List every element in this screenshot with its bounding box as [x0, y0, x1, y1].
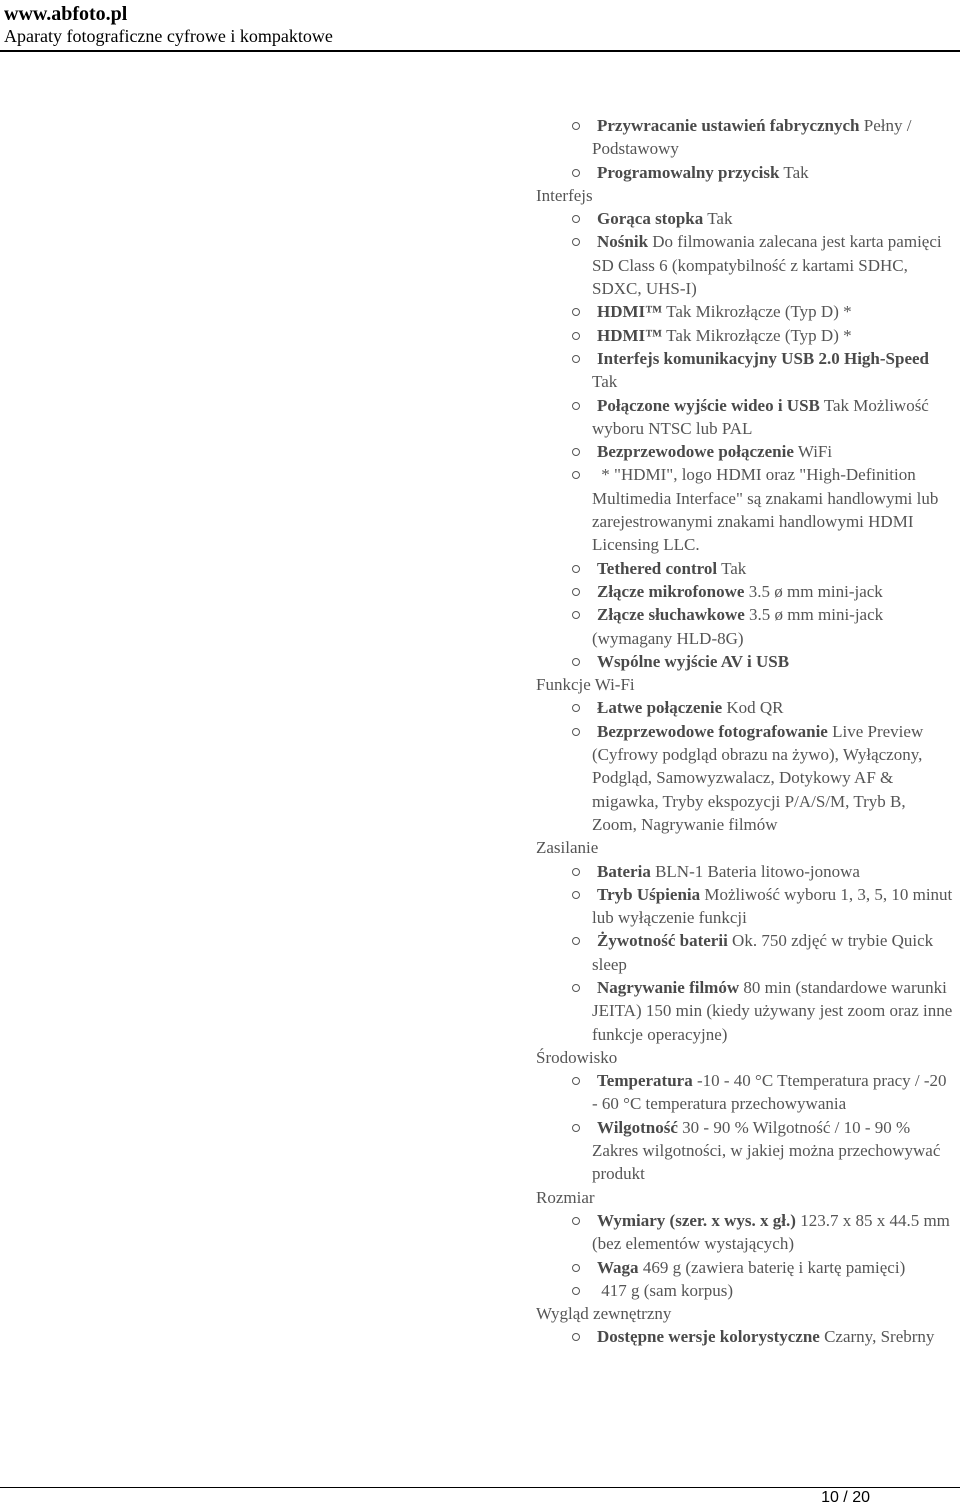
spec-item-text — [592, 580, 954, 603]
spec-label: Złącze słuchawkowe — [597, 605, 745, 625]
spec-value: -10 - 40 °C Ttemperatura pracy / -20 - 60 °C temperatura przechowywania — [592, 1071, 951, 1114]
spec-value: Czarny, Srebrny — [824, 1327, 935, 1347]
section-heading: Wygląd zewnętrzny — [536, 1304, 672, 1324]
spec-value: Tak — [721, 558, 747, 578]
spec-label: Dostępne wersje kolorystyczne — [597, 1327, 820, 1347]
spec-label: Temperatura — [597, 1071, 693, 1091]
spec-item — [592, 347, 958, 394]
section-heading: Funkcje Wi-Fi — [536, 675, 635, 695]
site-name: www.abfoto.pl — [4, 3, 128, 25]
spec-label: Programowalny przycisk — [597, 162, 780, 182]
spec-label: Bezprzewodowe fotografowanie — [597, 721, 828, 741]
spec-label: Tryb Uśpienia — [597, 884, 701, 904]
spec-item-text — [592, 300, 954, 323]
spec-value: Możliwość wyboru 1, 3, 5, 10 minut lub wyłączenie funkcji — [592, 884, 957, 928]
spec-item — [592, 557, 958, 580]
spec-list-top — [536, 114, 958, 184]
spec-item — [592, 1209, 958, 1256]
spec-item — [592, 463, 958, 556]
spec-item-text — [592, 230, 954, 300]
spec-value: Live Preview (Cyfrowy podgląd obrazu na żywo), Wyłączony, Podgląd, Samowyzwalacz, Dotykowy AF & migawka, Tryby ekspozycji P/A/S/M, Tryb B, Zoom, Nagrywanie filmów — [592, 721, 928, 834]
spec-value: 3.5 ø mm mini-jack (wymagany HLD-8G) — [592, 605, 888, 648]
spec-item-text — [592, 1116, 954, 1186]
spec-label: HDMI™ — [597, 325, 663, 345]
spec-list — [536, 207, 958, 673]
spec-list — [536, 860, 958, 1046]
spec-item-text — [592, 1279, 954, 1302]
spec-value: Tak — [592, 372, 618, 392]
spec-item-text — [592, 650, 954, 673]
spec-item — [592, 720, 958, 836]
spec-label: Żywotność baterii — [597, 931, 728, 951]
spec-item-text — [592, 1325, 954, 1348]
section-heading: Interfejs — [536, 185, 593, 205]
spec-item-text — [592, 720, 954, 836]
spec-label: Połączone wyjście wideo i USB — [597, 395, 820, 415]
section-heading: Rozmiar — [536, 1187, 595, 1207]
spec-value: Do filmowania zalecana jest karta pamięci SD Class 6 (kompatybilność z kartami SDHC, SDXC, UHS-I) — [592, 232, 946, 299]
spec-content — [536, 114, 958, 1349]
spec-item-text — [592, 1209, 954, 1256]
spec-label: Bateria — [597, 861, 651, 881]
spec-item-text — [592, 883, 957, 930]
spec-item-text — [592, 696, 954, 719]
spec-item — [592, 300, 958, 323]
spec-item-text — [592, 976, 957, 1046]
spec-item-text — [592, 603, 954, 650]
spec-label: Łatwe połączenie — [597, 698, 723, 718]
spec-item — [592, 1116, 958, 1186]
spec-item — [592, 976, 958, 1046]
page-number: 10 / 20 — [821, 1489, 870, 1506]
spec-item-text — [592, 114, 954, 161]
spec-item — [592, 1279, 958, 1302]
spec-label: Wymiary (szer. x wys. x gł.) — [597, 1210, 796, 1230]
spec-value: Ok. 750 zdjęć w trybie Quick sleep — [592, 931, 938, 974]
spec-label: Gorąca stopka — [597, 209, 704, 229]
spec-item-text — [592, 1069, 954, 1116]
spec-item — [592, 394, 958, 441]
spec-list — [536, 1325, 958, 1348]
spec-item — [592, 883, 958, 930]
spec-value: Tak — [783, 162, 809, 182]
spec-item — [592, 161, 958, 184]
spec-value: 3.5 ø mm mini-jack — [748, 581, 883, 601]
spec-label: Tethered control — [597, 558, 718, 578]
spec-item — [592, 1256, 958, 1279]
spec-label: Złącze mikrofonowe — [597, 581, 745, 601]
spec-label: Interfejs komunikacyjny USB 2.0 High-Speed — [597, 348, 930, 368]
spec-value: WiFi — [797, 442, 833, 462]
section-heading: Środowisko — [536, 1047, 618, 1067]
spec-value: Kod QR — [726, 698, 784, 718]
spec-value: 469 g (zawiera baterię i kartę pamięci) — [642, 1257, 906, 1277]
spec-item — [592, 230, 958, 300]
spec-item — [592, 114, 958, 161]
spec-label: Bezprzewodowe połączenie — [597, 442, 794, 462]
spec-label: Wspólne wyjście AV i USB — [597, 651, 790, 671]
footer-divider — [0, 1487, 960, 1488]
header-divider — [0, 50, 960, 52]
spec-item — [592, 580, 958, 603]
spec-item-text — [592, 929, 954, 976]
section-heading: Zasilanie — [536, 838, 599, 858]
spec-item-text — [592, 394, 954, 441]
spec-item — [592, 207, 958, 230]
spec-item — [592, 1069, 958, 1116]
spec-value: Tak Mikrozłącze (Typ D) * — [666, 325, 852, 345]
spec-value: BLN-1 Bateria litowo-jonowa — [655, 861, 860, 881]
spec-value: Tak Możliwość wyboru NTSC lub PAL — [592, 395, 934, 438]
spec-label: Nagrywanie filmów — [597, 977, 740, 997]
spec-item — [592, 860, 958, 883]
spec-item-text — [592, 347, 954, 394]
spec-item — [592, 324, 958, 347]
spec-value: Tak — [707, 209, 733, 229]
spec-item-text — [592, 324, 954, 347]
spec-list — [536, 1069, 958, 1185]
spec-item — [592, 650, 958, 673]
document-subtitle: Aparaty fotograficzne cyfrowe i kompaktowe — [4, 26, 333, 46]
spec-item-text — [592, 557, 954, 580]
spec-item-text — [592, 440, 954, 463]
spec-item-text — [592, 161, 954, 184]
spec-item-text — [592, 860, 954, 883]
spec-value: 123.7 x 85 x 44.5 mm (bez elementów wystających) — [592, 1210, 955, 1254]
spec-value: 417 g (sam korpus) — [597, 1280, 733, 1300]
spec-label: Nośnik — [597, 232, 649, 252]
spec-value: Pełny / Podstawowy — [592, 116, 916, 159]
spec-label: Wilgotność — [597, 1117, 678, 1137]
spec-label: Waga — [597, 1257, 639, 1277]
spec-value: Tak Mikrozłącze (Typ D) * — [666, 302, 852, 322]
spec-item — [592, 603, 958, 650]
spec-list — [536, 1209, 958, 1302]
spec-item-text — [592, 463, 954, 556]
spec-item-text — [592, 207, 954, 230]
spec-item — [592, 440, 958, 463]
spec-label: HDMI™ — [597, 302, 663, 322]
spec-label: Przywracanie ustawień fabrycznych — [597, 116, 860, 135]
spec-item-text — [592, 1256, 954, 1279]
spec-list — [536, 696, 958, 836]
spec-value: 30 - 90 % Wilgotność / 10 - 90 % Zakres wilgotności, w jakiej można przechowywać produkt — [592, 1117, 945, 1184]
spec-item — [592, 696, 958, 719]
spec-value: 80 min (standardowe warunki JEITA) 150 min (kiedy używany jest zoom oraz inne funkcje operacyjne) — [592, 977, 957, 1044]
spec-item — [592, 1325, 958, 1348]
spec-item — [592, 929, 958, 976]
spec-value: * "HDMI", logo HDMI oraz "High-Definition Multimedia Interface" są znakami handlowymi lub zarejestrowanymi znakami handlowymi HDMI Licensing LLC. — [592, 465, 943, 555]
